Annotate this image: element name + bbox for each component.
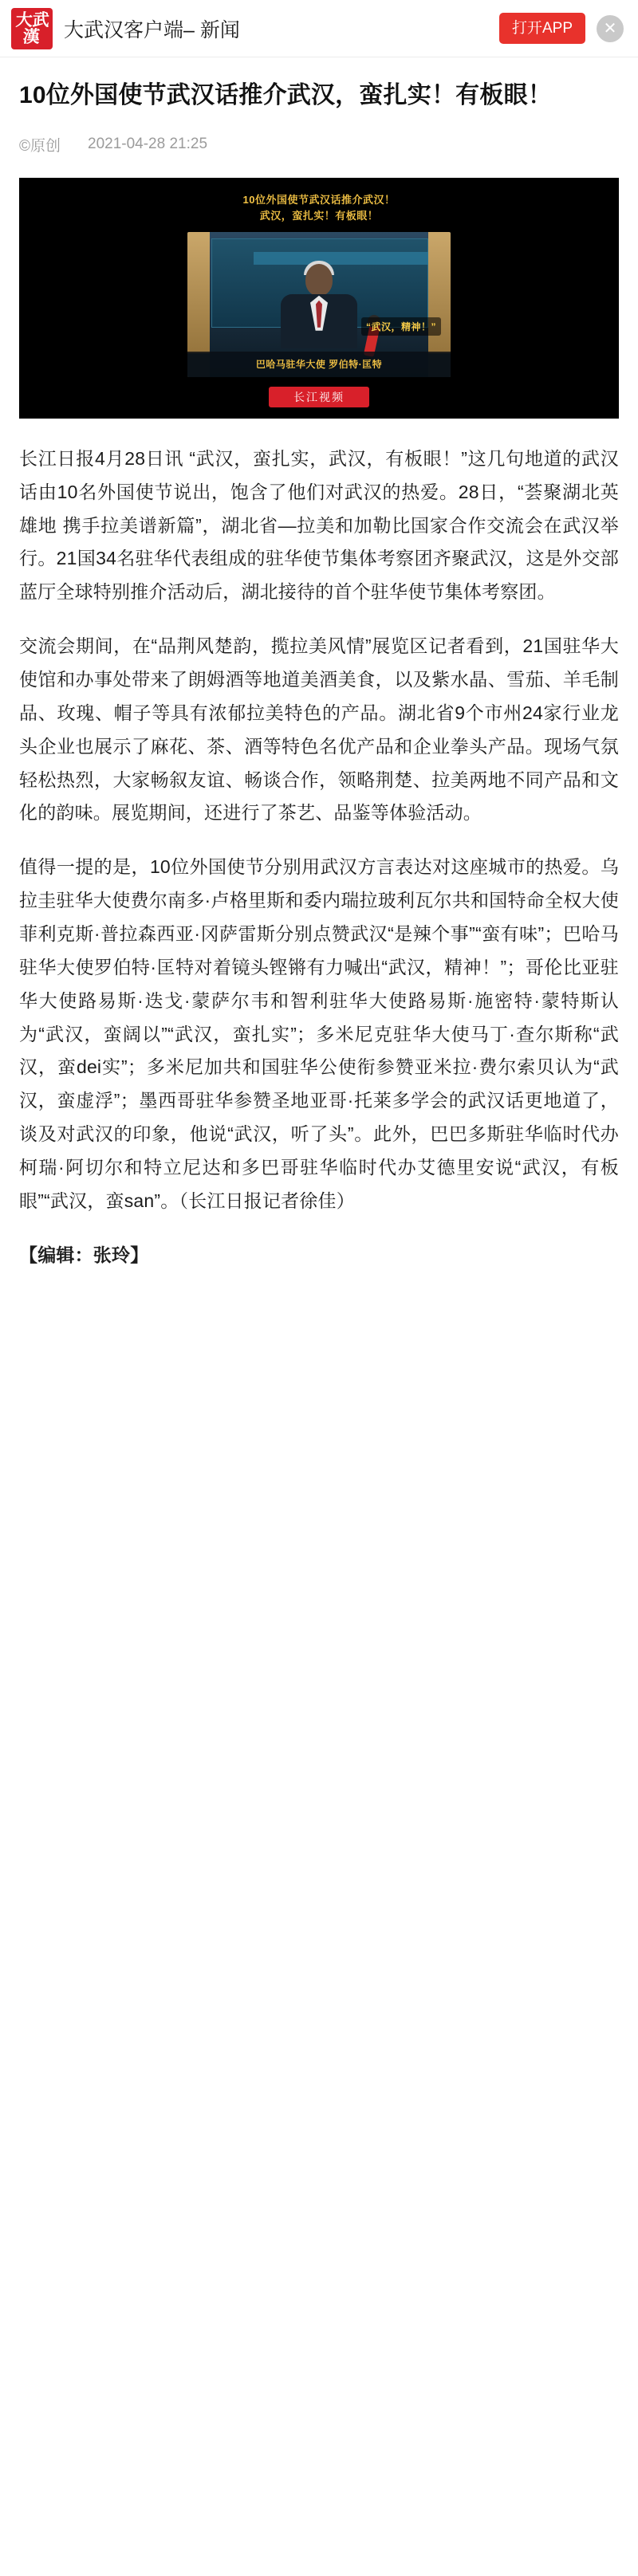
article-paragraph: 值得一提的是，10位外国使节分别用武汉方言表达对这座城市的热爱。乌拉圭驻华大使费尔南多·卢格里斯和委内瑞拉玻利瓦尔共和国特命全权大使菲利克斯·普拉森西亚·冈萨雷斯分别点赞武汉“是辣个事”“蛮有味”；巴哈马驻华大使罗伯特·匡特对着镜头铿锵有力喊出“武汉，精神！”；哥伦比亚驻华大使路易斯·迭戈·蒙萨尔韦和智利驻华大使路易斯·施密特·蒙特斯认为“武汉，蛮阔以”“武汉，蛮扎实”；多米尼克驻华大使马丁·查尔斯称“武汉，蛮dei实”；多米尼加共和国驻华公使衔参赞亚米拉·费尔索贝认为“武汉，蛮虚浮”；墨西哥驻华参赞圣地亚哥·托莱多学会的武汉话更地道了，谈及对武汉的印象，他说“武汉，听了头”。此外，巴巴多斯驻华临时代办柯瑞·阿切尔和特立尼达和多巴哥驻华临时代办艾德里安说“武汉，有板眼”“武汉，蛮san”。（长江日报记者徐佳）	[19, 856, 619, 1211]
open-app-button[interactable]: 打开APP	[499, 13, 585, 44]
stage-banner	[254, 252, 434, 265]
article-paragraph: 长江日报4月28日讯 “武汉，蛮扎实，武汉，有板眼！”这几句地道的武汉话由10名外国使节说出，饱含了他们对武汉的热爱。28日，“荟聚湖北英雄地 携手拉美谱新篇”，湖北省—拉美和加勒比国家合作交流会在武汉举行。21国34名驻华代表组成的驻华使节集体考察团齐聚武汉，这是外交部蓝厅全球特别推介活动后，湖北接待的首个驻华使节集体考察团。	[19, 447, 619, 603]
article-container	[0, 57, 638, 1325]
person-head	[305, 264, 333, 296]
article-timestamp: 2021-04-28 21:25	[88, 136, 208, 152]
topbar-title: 大武汉客户端– 新闻	[64, 18, 240, 41]
article-editor: 【编辑：张玲】	[19, 1244, 149, 1265]
channel-logo: 长江视频	[269, 387, 369, 407]
video-lower-third: 巴哈马驻华大使 罗伯特·匡特	[187, 352, 451, 377]
bottom-spacer	[19, 1293, 619, 1325]
close-icon[interactable]: ✕	[597, 15, 624, 42]
article-body	[19, 442, 619, 1272]
article-paragraph: 交流会期间，在“品荆风楚韵，揽拉美风情”展览区记者看到，21国驻华大使馆和办事处带来了朗姆酒等地道美酒美食，以及紫水晶、雪茄、羊毛制品、玫瑰、帽子等具有浓郁拉美特色的产品。湖北省9个市州24家行业龙头企业也展示了麻花、茶、酒等特色名优产品和企业拳头产品。现场气氛轻松热烈，大家畅叙友谊、畅谈合作，领略荆楚、拉美两地不同产品和文化的韵味。展览期间，还进行了茶艺、品鉴等体验活动。	[19, 635, 619, 824]
app-logo-text-line2: 漢	[22, 26, 41, 46]
video-caption-badge: “武汉，精神！”	[361, 317, 441, 336]
app-logo-text	[14, 12, 50, 45]
article-source: ©原创	[19, 137, 61, 155]
page-title: 10位外国使节武汉话推介武汉，蛮扎实！有板眼！	[19, 82, 552, 108]
app-logo-text-line1: 大武	[14, 10, 50, 29]
top-bar	[0, 0, 638, 57]
video-frame	[187, 232, 451, 377]
video-thumbnail[interactable]	[19, 178, 619, 419]
video-overlay-title-line2: 武汉，蛮扎实！有板眼！	[259, 209, 379, 222]
video-overlay-title-line1: 10位外国使节武汉话推介武汉！	[242, 193, 396, 206]
video-overlay-title	[19, 192, 619, 224]
article-meta	[19, 134, 619, 155]
app-logo-icon	[11, 8, 53, 49]
